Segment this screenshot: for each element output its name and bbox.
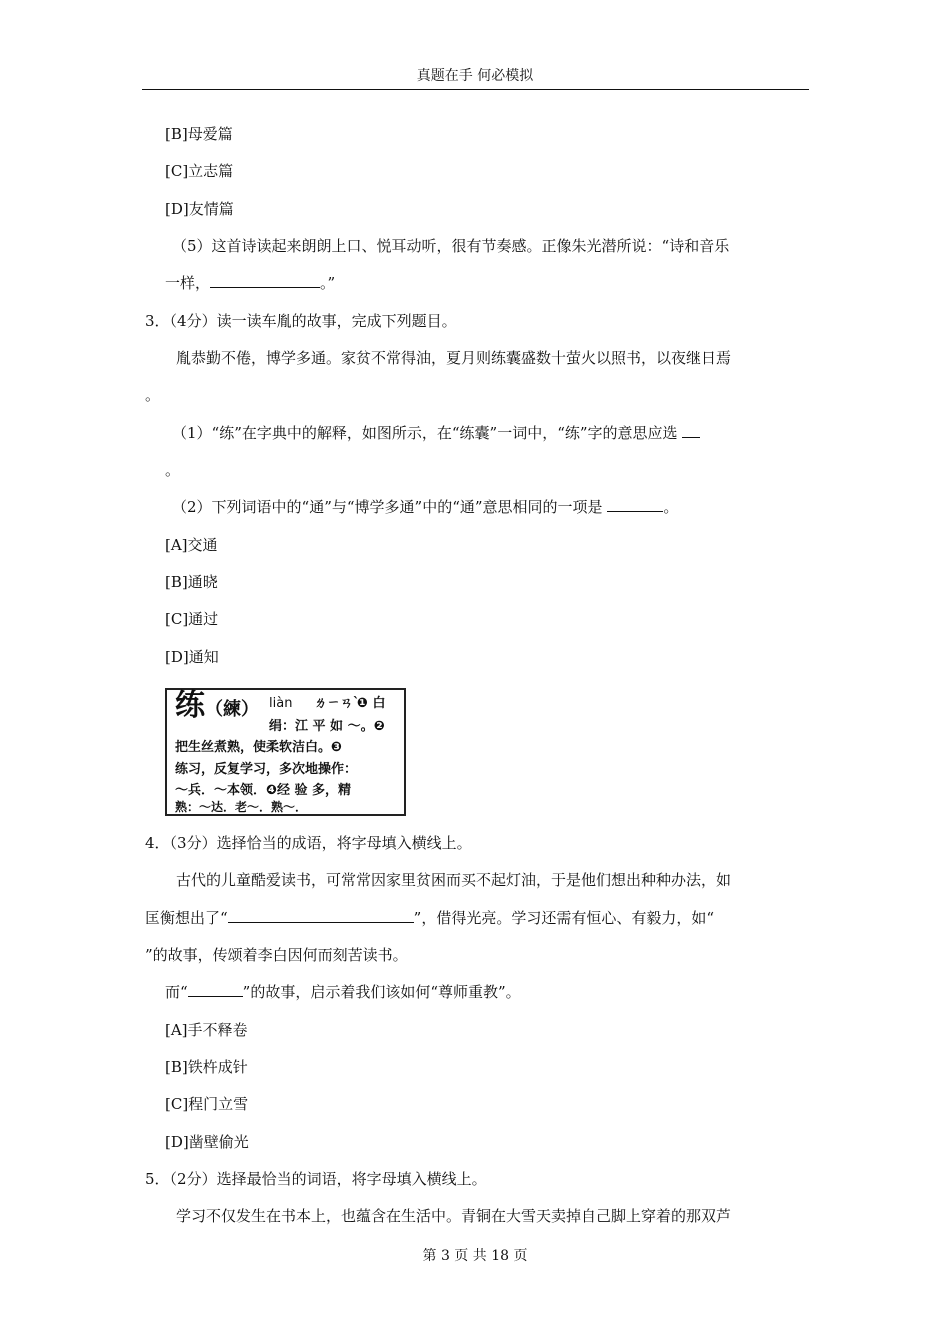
text: 。”	[320, 274, 336, 292]
dictionary-line: 把生丝煮熟，使柔软洁白。❸	[175, 740, 343, 755]
header-rule	[142, 89, 809, 90]
question-5-text: 学习不仅发生在书本上，也蕴含在生活中。青铜在大雪天卖掉自己脚上穿着的那双芦	[176, 1207, 732, 1225]
text: 一样，	[165, 274, 211, 292]
dictionary-line: 熟：～达．老～．熟～．	[175, 800, 308, 814]
answer-blank	[188, 982, 243, 997]
question-4-text: 古代的儿童酷爱读书，可常常因家里贫困而买不起灯油，于是他们想出种种办法，如	[176, 871, 732, 889]
option-d: [D]通知	[165, 648, 219, 666]
dictionary-entry-image	[165, 688, 406, 816]
dictionary-line: 绢：江 平 如 ～。❷	[269, 719, 385, 734]
option-d: [D]凿壁偷光	[165, 1133, 249, 1151]
option-b: [B]铁杵成针	[165, 1058, 248, 1076]
question-4-text	[165, 982, 521, 1002]
question-4-text: ”的故事，传颂着李白因何而刻苦读书。	[145, 946, 408, 964]
question-2-5: （5）这首诗读起来朗朗上口、悦耳动听，很有节奏感。正像朱光潜所说：“诗和音乐	[172, 237, 730, 255]
text: 匡衡想出了“	[145, 909, 228, 927]
text: （1）“练”在字典中的解释，如图所示，在“练囊”一词中，“练”字的意思应选	[172, 424, 678, 442]
option-b: [B]母爱篇	[165, 125, 233, 143]
option-b: [B]通晓	[165, 573, 218, 591]
question-4-text	[145, 908, 714, 928]
question-4-title: 4．（3分）选择恰当的成语，将字母填入横线上。	[145, 834, 472, 852]
question-3-1-end: 。	[165, 461, 181, 479]
answer-blank	[682, 423, 700, 438]
text: （2）下列词语中的“通”与“博学多通”中的“通”意思相同的一项是	[172, 498, 603, 516]
dictionary-headword-row	[175, 688, 259, 723]
dictionary-pinyin: liàn	[269, 696, 293, 711]
dictionary-trad: （練）	[205, 699, 259, 720]
answer-blank	[210, 273, 320, 288]
option-c: [C]通过	[165, 610, 219, 628]
dictionary-line: ～兵．～本领．❹经 验 多，精	[175, 783, 352, 798]
dictionary-sense-1: ❶ 白	[357, 696, 386, 711]
option-d: [D]友情篇	[165, 200, 234, 218]
dictionary-char: 练	[175, 688, 205, 723]
passage-text: 胤恭勤不倦，博学多通。家贫不常得油，夏月则练囊盛数十萤火以照书，以夜继日焉	[176, 349, 732, 367]
text: 。	[663, 498, 679, 516]
question-5-title: 5．（2分）选择最恰当的词语，将字母填入横线上。	[145, 1170, 487, 1188]
question-3-1	[172, 423, 700, 443]
text: ”的故事，启示着我们该如何“尊师重教”。	[242, 983, 521, 1001]
question-3-2	[172, 497, 678, 517]
question-3-title: 3．（4分）读一读车胤的故事，完成下列题目。	[145, 312, 457, 330]
dictionary-zhuyin: ㄌㄧㄢˋ	[314, 696, 360, 711]
question-2-5-cont	[165, 273, 335, 293]
page-header: 真题在手 何必模拟	[416, 68, 534, 84]
option-c: [C]程门立雪	[165, 1095, 249, 1113]
text: ”，借得光亮。学习还需有恒心、有毅力，如“	[413, 909, 715, 927]
page-footer: 第 3 页 共 18 页	[422, 1248, 528, 1264]
passage-text-end: 。	[145, 386, 161, 404]
answer-blank	[228, 908, 414, 923]
option-a: [A]手不释卷	[165, 1021, 248, 1039]
text: 而“	[165, 983, 188, 1001]
dictionary-line: 练习，反复学习，多次地操作：	[175, 762, 358, 777]
option-c: [C]立志篇	[165, 162, 234, 180]
option-a: [A]交通	[165, 536, 218, 554]
answer-blank	[607, 497, 663, 512]
